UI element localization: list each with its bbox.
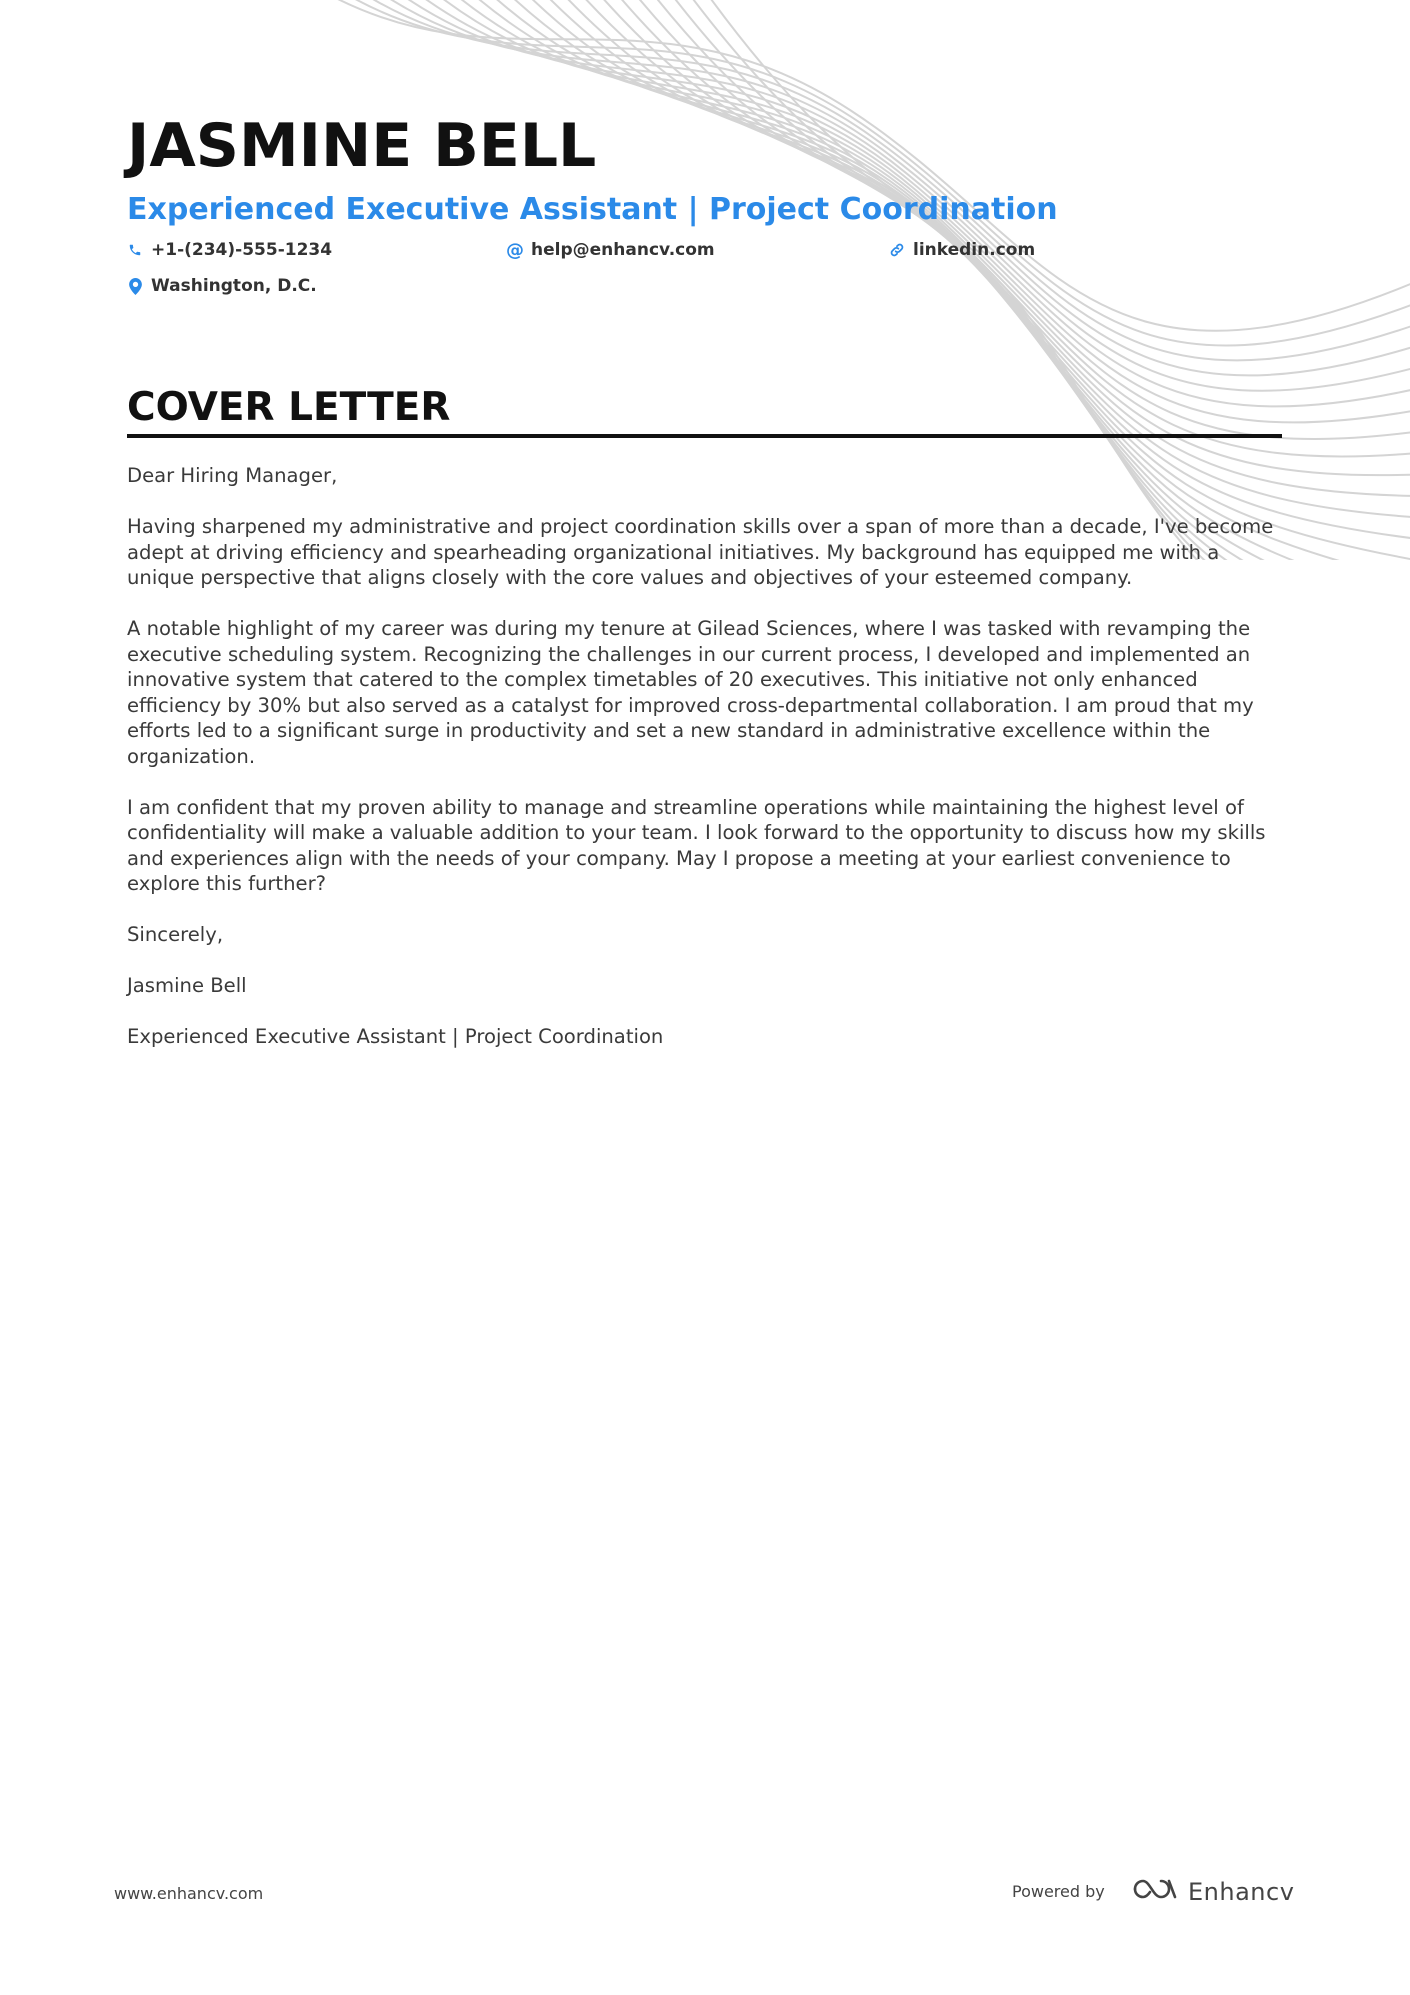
- letter-signature-name: Jasmine Bell: [127, 974, 247, 997]
- email-text: help@enhancv.com: [531, 240, 715, 260]
- linkedin-text: linkedin.com: [913, 240, 1036, 260]
- contact-location: [127, 276, 317, 296]
- candidate-name: JASMINE BELL: [127, 111, 597, 181]
- contact-phone[interactable]: [127, 240, 332, 260]
- link-icon: [889, 241, 905, 259]
- location-pin-icon: [127, 277, 143, 295]
- section-divider: [127, 434, 1282, 438]
- letter-paragraph: A notable highlight of my career was during my tenure at Gilead Sciences, where I was tasked with revamping the executive scheduling system. Recognizing the challenges in our current process, I developed and implemented an innovative system that catered to the complex timetables of 20 executives. This initiative not only enhanced efficiency by 30% but also served as a catalyst for improved cross-departmental collaboration. I am proud that my efforts led to a significant surge in productivity and set a new standard in administrative excellence within the organization.: [127, 617, 1254, 768]
- footer-brand-logo[interactable]: [1132, 1877, 1294, 1906]
- enhancv-logo-icon: [1132, 1877, 1178, 1906]
- contact-email[interactable]: [507, 240, 715, 260]
- letter-signature-title: Experienced Executive Assistant | Project Coordination: [127, 1025, 664, 1048]
- brand-name: Enhancv: [1188, 1877, 1295, 1906]
- location-text: Washington, D.C.: [151, 276, 317, 296]
- phone-text: +1-(234)-555-1234: [151, 240, 333, 260]
- letter-salutation: Dear Hiring Manager,: [127, 464, 338, 487]
- letter-closing: Sincerely,: [127, 923, 224, 946]
- at-icon: @: [506, 239, 524, 261]
- wave-line: [492, 0, 1410, 475]
- contact-linkedin[interactable]: [889, 240, 1035, 260]
- phone-icon: [127, 241, 143, 259]
- footer-website-link[interactable]: www.enhancv.com: [114, 1884, 264, 1903]
- wave-line: [546, 0, 1410, 539]
- letter-body: [127, 463, 1282, 1075]
- footer-powered-by: Powered by: [1012, 1882, 1105, 1901]
- candidate-headline: Experienced Executive Assistant | Project Coordination: [127, 192, 1058, 227]
- section-title: COVER LETTER: [127, 385, 451, 430]
- letter-paragraph: I am confident that my proven ability to manage and streamline operations while maintaining the highest level of confidentiality will make a valuable addition to your team. I look forward to the opportunity to discuss how my skills and experiences align with the needs of your company. May I propose a meeting at your earliest convenience to explore this further?: [127, 795, 1266, 895]
- letter-paragraph: Having sharpened my administrative and project coordination skills over a span of more than a decade, I've become adept at driving efficiency and spearheading organizational initiatives. My background has equipped me with a unique perspective that aligns closely with the core values and objectives of your esteemed company.: [127, 515, 1274, 589]
